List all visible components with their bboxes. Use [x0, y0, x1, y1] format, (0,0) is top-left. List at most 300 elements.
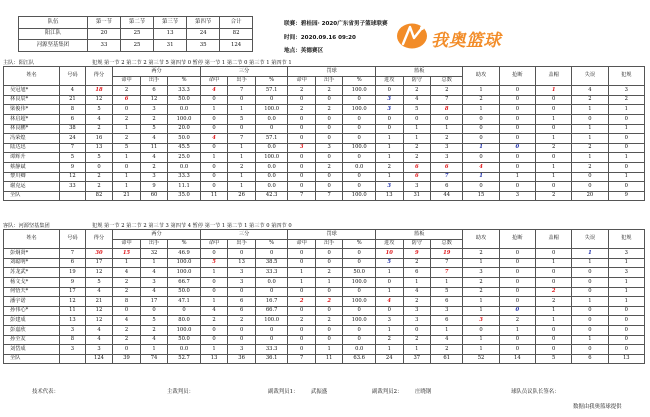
stat-cell: 0 [288, 124, 316, 134]
stats-header-row [4, 230, 645, 240]
stat-cell: 7 [431, 268, 463, 278]
stat-cell: 100.0 [343, 86, 376, 96]
stat-cell: 3 [375, 316, 403, 326]
stat-cell: 1 [463, 258, 499, 268]
stat-cell: 0 [255, 249, 288, 259]
stat-cell: 100.0 [343, 297, 376, 307]
player-name-cell: 林良鹏* [4, 124, 60, 134]
stat-cell: 0 [343, 182, 376, 192]
stat-cell: 1 [608, 287, 644, 297]
stat-cell: 6 [572, 354, 608, 364]
stat-cell: 1 [431, 325, 463, 335]
stats-header-cell: 总数 [431, 76, 463, 86]
stat-cell: 1 [403, 345, 431, 355]
stat-cell: 5 [228, 114, 256, 124]
referee1-name: 武振盛 [311, 389, 328, 395]
stat-cell: 0 [535, 124, 571, 134]
score-cell: 20 [87, 28, 120, 40]
stats-header-cell: 防守 [403, 76, 431, 86]
player-name-cell: 全队 [4, 354, 60, 364]
brand-logo-text: 我奥篮球 [431, 31, 501, 51]
stat-cell: 1 [315, 277, 343, 287]
stat-cell: 1 [463, 86, 499, 96]
stat-cell: 1 [572, 153, 608, 163]
player-row [4, 306, 645, 316]
stat-cell: 82 [85, 191, 113, 201]
stats-header-cell: 罚球 [288, 230, 376, 240]
stat-cell: 1 [113, 153, 141, 163]
player-name-cell: 蔡静斌 [4, 162, 60, 172]
stat-cell: 4 [140, 287, 168, 297]
stat-cell: 0 [499, 162, 535, 172]
stat-cell: 1 [200, 345, 228, 355]
stat-cell [60, 191, 86, 201]
stat-cell: 0 [375, 306, 403, 316]
player-row [4, 153, 645, 163]
stat-cell: 0 [200, 287, 228, 297]
player-row [4, 258, 645, 268]
score-header-cell: 队伍 [19, 17, 88, 29]
stat-cell: 6 [403, 172, 431, 182]
data-source-note: 数据由我奥篮球提供 [573, 404, 622, 410]
stat-cell: 1 [113, 172, 141, 182]
stat-cell: 0 [200, 114, 228, 124]
stat-cell: 8 [60, 335, 86, 345]
stat-cell: 9 [60, 277, 86, 287]
stat-cell: 0 [572, 316, 608, 326]
stats-header-cell: 犯规 [608, 67, 644, 86]
stats-header-cell: 失误 [572, 67, 608, 86]
stat-cell: 1 [288, 277, 316, 287]
stats-header-cell: 助攻 [463, 67, 499, 86]
stat-cell: 1 [375, 153, 403, 163]
stat-cell: 1 [200, 268, 228, 278]
player-row [4, 105, 645, 115]
score-cell: 25 [120, 40, 153, 52]
stat-cell: 0 [499, 335, 535, 345]
stat-cell: 7 [228, 134, 256, 144]
game-venue: 地点：英德赛区 [284, 48, 324, 54]
stat-cell: 2 [140, 325, 168, 335]
stat-cell: 36.1 [255, 354, 288, 364]
stats-header-cell: 出手 [228, 76, 256, 86]
stat-cell: 7 [315, 191, 343, 201]
stat-cell: 33.3 [255, 345, 288, 355]
stat-cell: 2 [85, 172, 113, 182]
stat-cell: 16 [85, 134, 113, 144]
score-cell: 河源坚基集团 [19, 40, 88, 52]
stat-cell: 0 [200, 172, 228, 182]
stat-cell: 5 [85, 153, 113, 163]
stat-cell: 0 [228, 249, 256, 259]
player-row [4, 335, 645, 345]
player-name-cell: 陆达迅 [4, 143, 60, 153]
stat-cell: 2 [463, 95, 499, 105]
stat-cell: 12 [85, 316, 113, 326]
stat-cell: 60 [140, 191, 168, 201]
stat-cell: 1 [113, 182, 141, 192]
stats-header-cell: % [168, 239, 201, 249]
stat-cell: 6 [403, 268, 431, 278]
stat-cell: 1 [572, 124, 608, 134]
player-name-cell: 林良辰* [4, 95, 60, 105]
stat-cell: 4 [200, 86, 228, 96]
stat-cell: 13 [200, 354, 228, 364]
stat-cell: 26 [228, 191, 256, 201]
home-fouls-timeouts: 犯规 第一节 2 第二节 2 第三节 5 第四节 0 暂停 第一节 1 第二节 0 第三节 1 第四节 1 [92, 60, 292, 66]
stat-cell: 6 [60, 114, 86, 124]
stat-cell: 1 [228, 172, 256, 182]
stat-cell: 8 [431, 105, 463, 115]
stat-cell: 1 [375, 287, 403, 297]
stat-cell: 1 [463, 105, 499, 115]
stat-cell: 4 [463, 162, 499, 172]
stat-cell: 3 [228, 277, 256, 287]
player-row [4, 182, 645, 192]
stat-cell: 3 [431, 143, 463, 153]
stat-cell: 31 [403, 191, 431, 201]
stat-cell: 0 [228, 335, 256, 345]
stats-header-cell: 抢断 [499, 230, 535, 249]
stat-cell: 1 [608, 277, 644, 287]
stat-cell: 45.5 [168, 143, 201, 153]
stat-cell: 1 [228, 143, 256, 153]
stat-cell: 0 [315, 249, 343, 259]
stat-cell: 2 [403, 335, 431, 345]
stats-header-cell: 命中 [200, 239, 228, 249]
stat-cell: 0 [315, 114, 343, 124]
stat-cell: 38 [60, 124, 86, 134]
player-row [4, 249, 645, 259]
stats-header-cell: 篮板 [375, 67, 462, 77]
stat-cell: 2 [403, 153, 431, 163]
stat-cell: 2 [403, 258, 431, 268]
stat-cell: 0 [499, 277, 535, 287]
stat-cell: 0.0 [168, 105, 201, 115]
stat-cell: 0 [288, 287, 316, 297]
stat-cell: 5 [140, 316, 168, 326]
stat-cell: 13 [228, 258, 256, 268]
stats-header-cell: 姓名 [4, 67, 60, 86]
stat-cell: 4 [431, 335, 463, 345]
stat-cell: 0 [608, 325, 644, 335]
stat-cell: 13 [608, 354, 644, 364]
stat-cell: 7 [431, 258, 463, 268]
stat-cell: 8 [60, 105, 86, 115]
stats-header-cell: 总数 [431, 239, 463, 249]
stat-cell: 0 [228, 287, 256, 297]
player-name-cell: 彭炯贤* [4, 249, 60, 259]
stat-cell: 1 [375, 172, 403, 182]
stat-cell: 4 [113, 316, 141, 326]
stat-cell: 3 [60, 345, 86, 355]
stat-cell: 0 [608, 162, 644, 172]
stat-cell: 0 [499, 306, 535, 316]
stat-cell: 3 [140, 105, 168, 115]
stat-cell: 0 [608, 114, 644, 124]
stat-cell: 12 [85, 95, 113, 105]
stat-cell: 0 [343, 95, 376, 105]
stat-cell: 2 [288, 316, 316, 326]
stat-cell: 3 [315, 143, 343, 153]
stat-cell: 100.0 [255, 105, 288, 115]
stats-header-cell: 姓名 [4, 230, 60, 249]
player-name-cell: 冯荣煌 [4, 134, 60, 144]
stat-cell: 124 [85, 354, 113, 364]
stat-cell: 4 [85, 335, 113, 345]
stat-cell: 2 [315, 105, 343, 115]
stat-cell: 19 [431, 249, 463, 259]
stat-cell: 3 [608, 268, 644, 278]
stat-cell: 5 [85, 105, 113, 115]
stat-cell: 0 [535, 182, 571, 192]
stat-cell: 0 [288, 258, 316, 268]
stat-cell: 7 [60, 143, 86, 153]
stat-cell: 3 [499, 191, 535, 201]
stat-cell: 2 [85, 124, 113, 134]
stat-cell: 50.0 [168, 95, 201, 105]
stat-cell: 37 [403, 354, 431, 364]
stat-cell: 9 [60, 162, 86, 172]
stat-cell: 0.0 [255, 162, 288, 172]
player-row [4, 162, 645, 172]
stats-header-cell: 盖帽 [535, 230, 571, 249]
stat-cell: 0 [463, 134, 499, 144]
stats-header-cell: 两分 [113, 230, 201, 240]
stat-cell: 0 [572, 306, 608, 316]
stat-cell: 0 [228, 95, 256, 105]
stat-cell: 6 [431, 316, 463, 326]
stat-cell: 11.1 [168, 182, 201, 192]
stat-cell: 2 [431, 134, 463, 144]
stat-cell: 0 [288, 162, 316, 172]
stat-cell: 0 [572, 277, 608, 287]
stat-cell: 18 [85, 86, 113, 96]
stat-cell: 2 [315, 268, 343, 278]
stats-header-cell: 出手 [140, 76, 168, 86]
stat-cell: 0 [228, 124, 256, 134]
stat-cell: 1 [403, 134, 431, 144]
stat-cell: 30 [85, 249, 113, 259]
stat-cell: 1 [535, 86, 571, 96]
stat-cell: 4 [403, 287, 431, 297]
away-stats-table [3, 229, 645, 364]
stat-cell: 1 [113, 124, 141, 134]
stats-header-cell: 失误 [572, 230, 608, 249]
stats-header-cell: % [255, 239, 288, 249]
stat-cell: 2 [499, 316, 535, 326]
stats-header-cell: 盖帽 [535, 67, 571, 86]
stat-cell: 1 [375, 268, 403, 278]
player-name-cell: 刘岱成 [4, 345, 60, 355]
stat-cell: 1 [572, 258, 608, 268]
stat-cell: 0 [228, 325, 256, 335]
stat-cell: 4 [375, 297, 403, 307]
stat-cell: 0 [499, 86, 535, 96]
stat-cell: 0 [535, 95, 571, 105]
score-header-cell: 第四节 [187, 17, 220, 29]
stat-cell: 100.0 [255, 153, 288, 163]
stat-cell: 0 [315, 335, 343, 345]
stat-cell: 0 [499, 134, 535, 144]
stat-cell: 3 [228, 345, 256, 355]
stat-cell: 0 [168, 306, 201, 316]
stat-cell: 0.0 [343, 162, 376, 172]
stat-cell: 4 [403, 95, 431, 105]
stat-cell: 11 [140, 143, 168, 153]
stat-cell: 4 [85, 114, 113, 124]
stat-cell: 0 [288, 153, 316, 163]
stat-cell: 80.0 [168, 316, 201, 326]
stat-cell: 1 [200, 105, 228, 115]
stat-cell: 0 [255, 335, 288, 345]
stat-cell: 1 [431, 277, 463, 287]
stat-cell: 0.0 [255, 277, 288, 287]
stat-cell: 0 [572, 345, 608, 355]
stat-cell: 9 [608, 191, 644, 201]
stat-cell: 57.1 [255, 86, 288, 96]
stat-cell: 6 [113, 95, 141, 105]
stat-cell: 3 [375, 105, 403, 115]
stat-cell: 0 [535, 249, 571, 259]
stat-cell: 2 [463, 277, 499, 287]
stat-cell: 33.3 [168, 172, 201, 182]
player-row [4, 95, 645, 105]
stat-cell: 1 [228, 153, 256, 163]
stat-cell: 0 [499, 345, 535, 355]
stat-cell: 57.1 [255, 134, 288, 144]
stat-cell: 1 [499, 172, 535, 182]
stat-cell: 0 [288, 95, 316, 105]
player-name-cell: 梁俊伟* [4, 105, 60, 115]
player-name-cell: 谢克运 [4, 182, 60, 192]
stat-cell: 2 [403, 143, 431, 153]
player-name-cell: 孙全友 [4, 335, 60, 345]
stat-cell: 0 [499, 249, 535, 259]
stat-cell: 0 [288, 306, 316, 316]
stat-cell: 1 [535, 316, 571, 326]
quarter-score-table [18, 16, 253, 52]
stat-cell: 3 [85, 345, 113, 355]
stat-cell: 20 [572, 191, 608, 201]
stat-cell: 46.9 [168, 249, 201, 259]
player-row [4, 345, 645, 355]
stat-cell: 7 [288, 191, 316, 201]
stat-cell [60, 354, 86, 364]
stat-cell: 63.6 [343, 354, 376, 364]
player-row [4, 287, 645, 297]
stat-cell: 1 [608, 153, 644, 163]
stat-cell: 0 [572, 268, 608, 278]
stat-cell: 0 [431, 114, 463, 124]
stat-cell: 0 [463, 153, 499, 163]
stat-cell: 17 [60, 287, 86, 297]
stat-cell: 4 [140, 268, 168, 278]
stat-cell: 33.3 [168, 86, 201, 96]
score-row [19, 28, 253, 40]
stat-cell: 0 [288, 172, 316, 182]
stat-cell: 0 [499, 124, 535, 134]
stat-cell: 0 [255, 325, 288, 335]
stat-cell: 2 [535, 297, 571, 307]
stats-header-cell: 出手 [140, 239, 168, 249]
stat-cell: 24 [60, 134, 86, 144]
stat-cell: 21 [113, 191, 141, 201]
score-cell: 阳江队 [19, 28, 88, 40]
stat-cell: 21 [85, 297, 113, 307]
stat-cell: 0 [343, 172, 376, 182]
stat-cell: 1 [140, 345, 168, 355]
stat-cell: 0 [200, 95, 228, 105]
player-name-cell: 杨文戈* [4, 277, 60, 287]
stat-cell: 4 [85, 287, 113, 297]
stat-cell: 5 [403, 105, 431, 115]
score-header-row [19, 17, 253, 29]
stat-cell: 0 [343, 325, 376, 335]
stat-cell: 1 [228, 105, 256, 115]
stat-cell: 4 [572, 86, 608, 96]
stat-cell: 4 [85, 325, 113, 335]
stat-cell: 0.0 [255, 114, 288, 124]
player-name-cell: 孙伟心* [4, 306, 60, 316]
stat-cell: 2 [228, 316, 256, 326]
referee2-label: 副裁判员2： [372, 389, 403, 395]
stat-cell: 1 [403, 277, 431, 287]
stat-cell: 0 [255, 287, 288, 297]
stat-cell: 1 [535, 172, 571, 182]
stat-cell: 0 [200, 325, 228, 335]
player-name-cell: 黎川卿 [4, 172, 60, 182]
stat-cell: 0 [375, 86, 403, 96]
stat-cell: 50.0 [168, 134, 201, 144]
stat-cell: 3 [375, 95, 403, 105]
stats-header-cell: 命中 [113, 76, 141, 86]
stat-cell: 0 [499, 143, 535, 153]
stat-cell: 2 [288, 105, 316, 115]
player-row [4, 297, 645, 307]
score-cell: 82 [220, 28, 253, 40]
stat-cell: 0 [572, 182, 608, 192]
tech-delegate-label: 技术代表： [32, 389, 59, 395]
stat-cell: 0 [463, 325, 499, 335]
stat-cell: 11 [315, 354, 343, 364]
player-name-cell: 全队 [4, 191, 60, 201]
stat-cell: 1 [228, 182, 256, 192]
stat-cell: 1 [572, 335, 608, 345]
stat-cell: 0 [343, 249, 376, 259]
stat-cell: 1 [499, 325, 535, 335]
stat-cell: 15 [463, 191, 499, 201]
stat-cell: 0 [535, 105, 571, 115]
stat-cell: 3 [463, 268, 499, 278]
stat-cell: 11 [200, 191, 228, 201]
score-cell: 24 [187, 28, 220, 40]
stat-cell: 0 [315, 153, 343, 163]
player-name-cell: 林启超* [4, 114, 60, 124]
stat-cell: 5 [200, 258, 228, 268]
stat-cell: 32 [140, 249, 168, 259]
stat-cell: 1 [572, 105, 608, 115]
stat-cell: 0 [375, 114, 403, 124]
stat-cell: 1 [572, 297, 608, 307]
stat-cell: 3 [140, 277, 168, 287]
stat-cell: 5 [140, 124, 168, 134]
stat-cell: 5 [375, 258, 403, 268]
stat-cell: 2 [315, 86, 343, 96]
stat-cell: 0 [499, 258, 535, 268]
stat-cell: 12 [60, 297, 86, 307]
stat-cell: 50.0 [168, 335, 201, 345]
